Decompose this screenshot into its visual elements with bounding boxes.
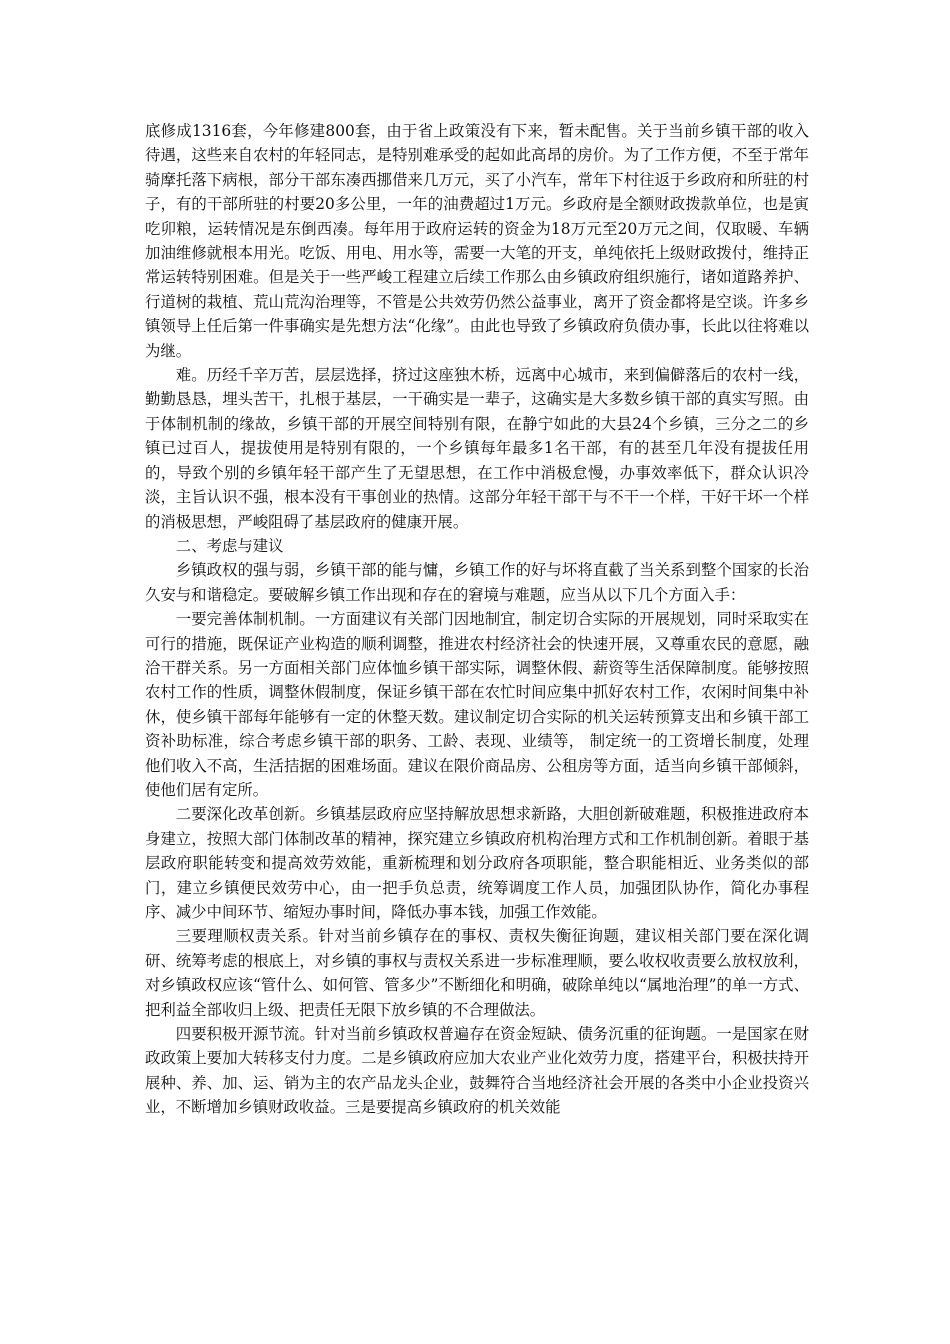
paragraph-suggestion-3: 三要理顺权责关系。针对当前乡镇存在的事权、责权失衡征询题，建议相关部门要在深化调研、统筹考虑的根底上，对乡镇的事权与责权关系进一步标准理顺，要么收权收责要么放权放利，对乡镇政权应该“管什么、如何管、管多少”不断细化和明确，破除单纯以“属地治理”的单一方式、把利益全部收归上级、把责任无限下放乡镇的不合理做法。 [145,927,809,1019]
paragraph-suggestion-1: 一要完善体制机制。一方面建议有关部门因地制宜，制定切合实际的开展规划，同时采取实在可行的措施，既保证产业构造的顺利调整，推进农村经济社会的快速开展，又尊重农民的意愿，融洽干群关系。另一方面相关部门应体恤乡镇干部实际，调整休假、薪资等生活保障制度。能够按照农村工作的性质，调整休假制度，保证乡镇干部在农忙时间应集中抓好农村工作，农闲时间集中补休，使乡镇干部每年能够有一定的休整天数。建议制定切合实际的机关运转预算支出和乡镇干部工资补助标准，综合考虑乡镇干部的职务、工龄、表现、业绩等， 制定统一的工资增长制度，处理他们收入不高，生活拮据的困难场面。建议在限价商品房、公租房等方面，适当向乡镇干部倾斜，使他们居有定所。 [145,610,809,799]
paragraph-career-difficulty: 难。历经千辛万苦，层层选择，挤过这座独木桥，远离中心城市，来到偏僻落后的农村一线，勤勤恳恳，埋头苦干，扎根于基层，一干确实是一辈子，这确实是大多数乡镇干部的真实写照。由于体制机制的缘故，乡镇干部的开展空间特别有限，在静宁如此的大县24个乡镇，三分之二的乡镇已过百人，提拔使用是特别有限的，一个乡镇每年最多1名干部，有的甚至几年没有提拔任用的，导致个别的乡镇年轻干部产生了无望思想，在工作中消极怠慢，办事效率低下，群众认识冷淡，主旨认识不强，根本没有干事创业的热情。这部分年轻干部干与不干一个样，干好干坏一个样的消极思想，严峻阻碍了基层政府的健康开展。 [145,366,809,531]
paragraph-suggestion-2: 二要深化改革创新。乡镇基层政府应坚持解放思想求新路，大胆创新破难题，积极推进政府本身建立，按照大部门体制改革的精神，探究建立乡镇政府机构治理方式和工作机制创新。着眼于基层政府职能转变和提高效劳效能，重新梳理和划分政府各项职能，整合职能相近、业务类似的部门，建立乡镇便民效劳中心，由一把手负总责，统筹调度工作人员，加强团队协作，简化办事程序、减少中间环节、缩短办事时间，降低办事本钱，加强工作效能。 [145,805,809,921]
document-page [145,119,809,1120]
paragraph-housing-and-finance: 底修成1316套，今年修建800套，由于省上政策没有下来，暂未配售。关于当前乡镇干部的收入待遇，这些来自农村的年轻同志，是特别难承受的起如此高昂的房价。为了工作方便，不至于常年骑摩托落下病根，部分干部东凑西挪借来几万元，买了小汽车，常年下村往返于乡政府和所驻的村子，有的干部所驻的村要20多公里，一年的油费超过1万元。乡政府是全额财政拨款单位，也是寅吃卯粮，运转情况是东倒西凑。每年用于政府运转的资金为18万元至20万元之间，仅取暖、车辆加油维修就根本用光。吃饭、用电、用水等，需要一大笔的开支，单纯依托上级财政拨付，维持正常运转特别困难。但是关于一些严峻工程建立后续工作那么由乡镇政府组织施行，诸如道路养护、行道树的栽植、荒山荒沟治理等，不管是公共效劳仍然公益事业，离开了资金都将是空谈。许多乡镇领导上任后第一件事确实是先想方法“化缘”。由此也导致了乡镇政府负债办事，长此以往将难以为继。 [145,122,809,360]
paragraph-intro-suggestions: 乡镇政权的强与弱，乡镇干部的能与慵，乡镇工作的好与坏将直截了当关系到整个国家的长治久安与和谐稳定。要破解乡镇工作出现和存在的窘境与难题，应当从以下几个方面入手： [145,561,809,604]
paragraph-suggestion-4: 四要积极开源节流。针对当前乡镇政权普遍存在资金短缺、债务沉重的征询题。一是国家在财政政策上要加大转移支付力度。二是乡镇政府应加大农业产业化效劳力度，搭建平台，积极扶持开展种、养、加、运、销为主的农产品龙头企业，鼓舞符合当地经济社会开展的各类中小企业投资兴业，不断增加乡镇财政收益。三是要提高乡镇政府的机关效能 [145,1025,809,1117]
section-heading-suggestions: 二、考虑与建议 [175,536,284,555]
